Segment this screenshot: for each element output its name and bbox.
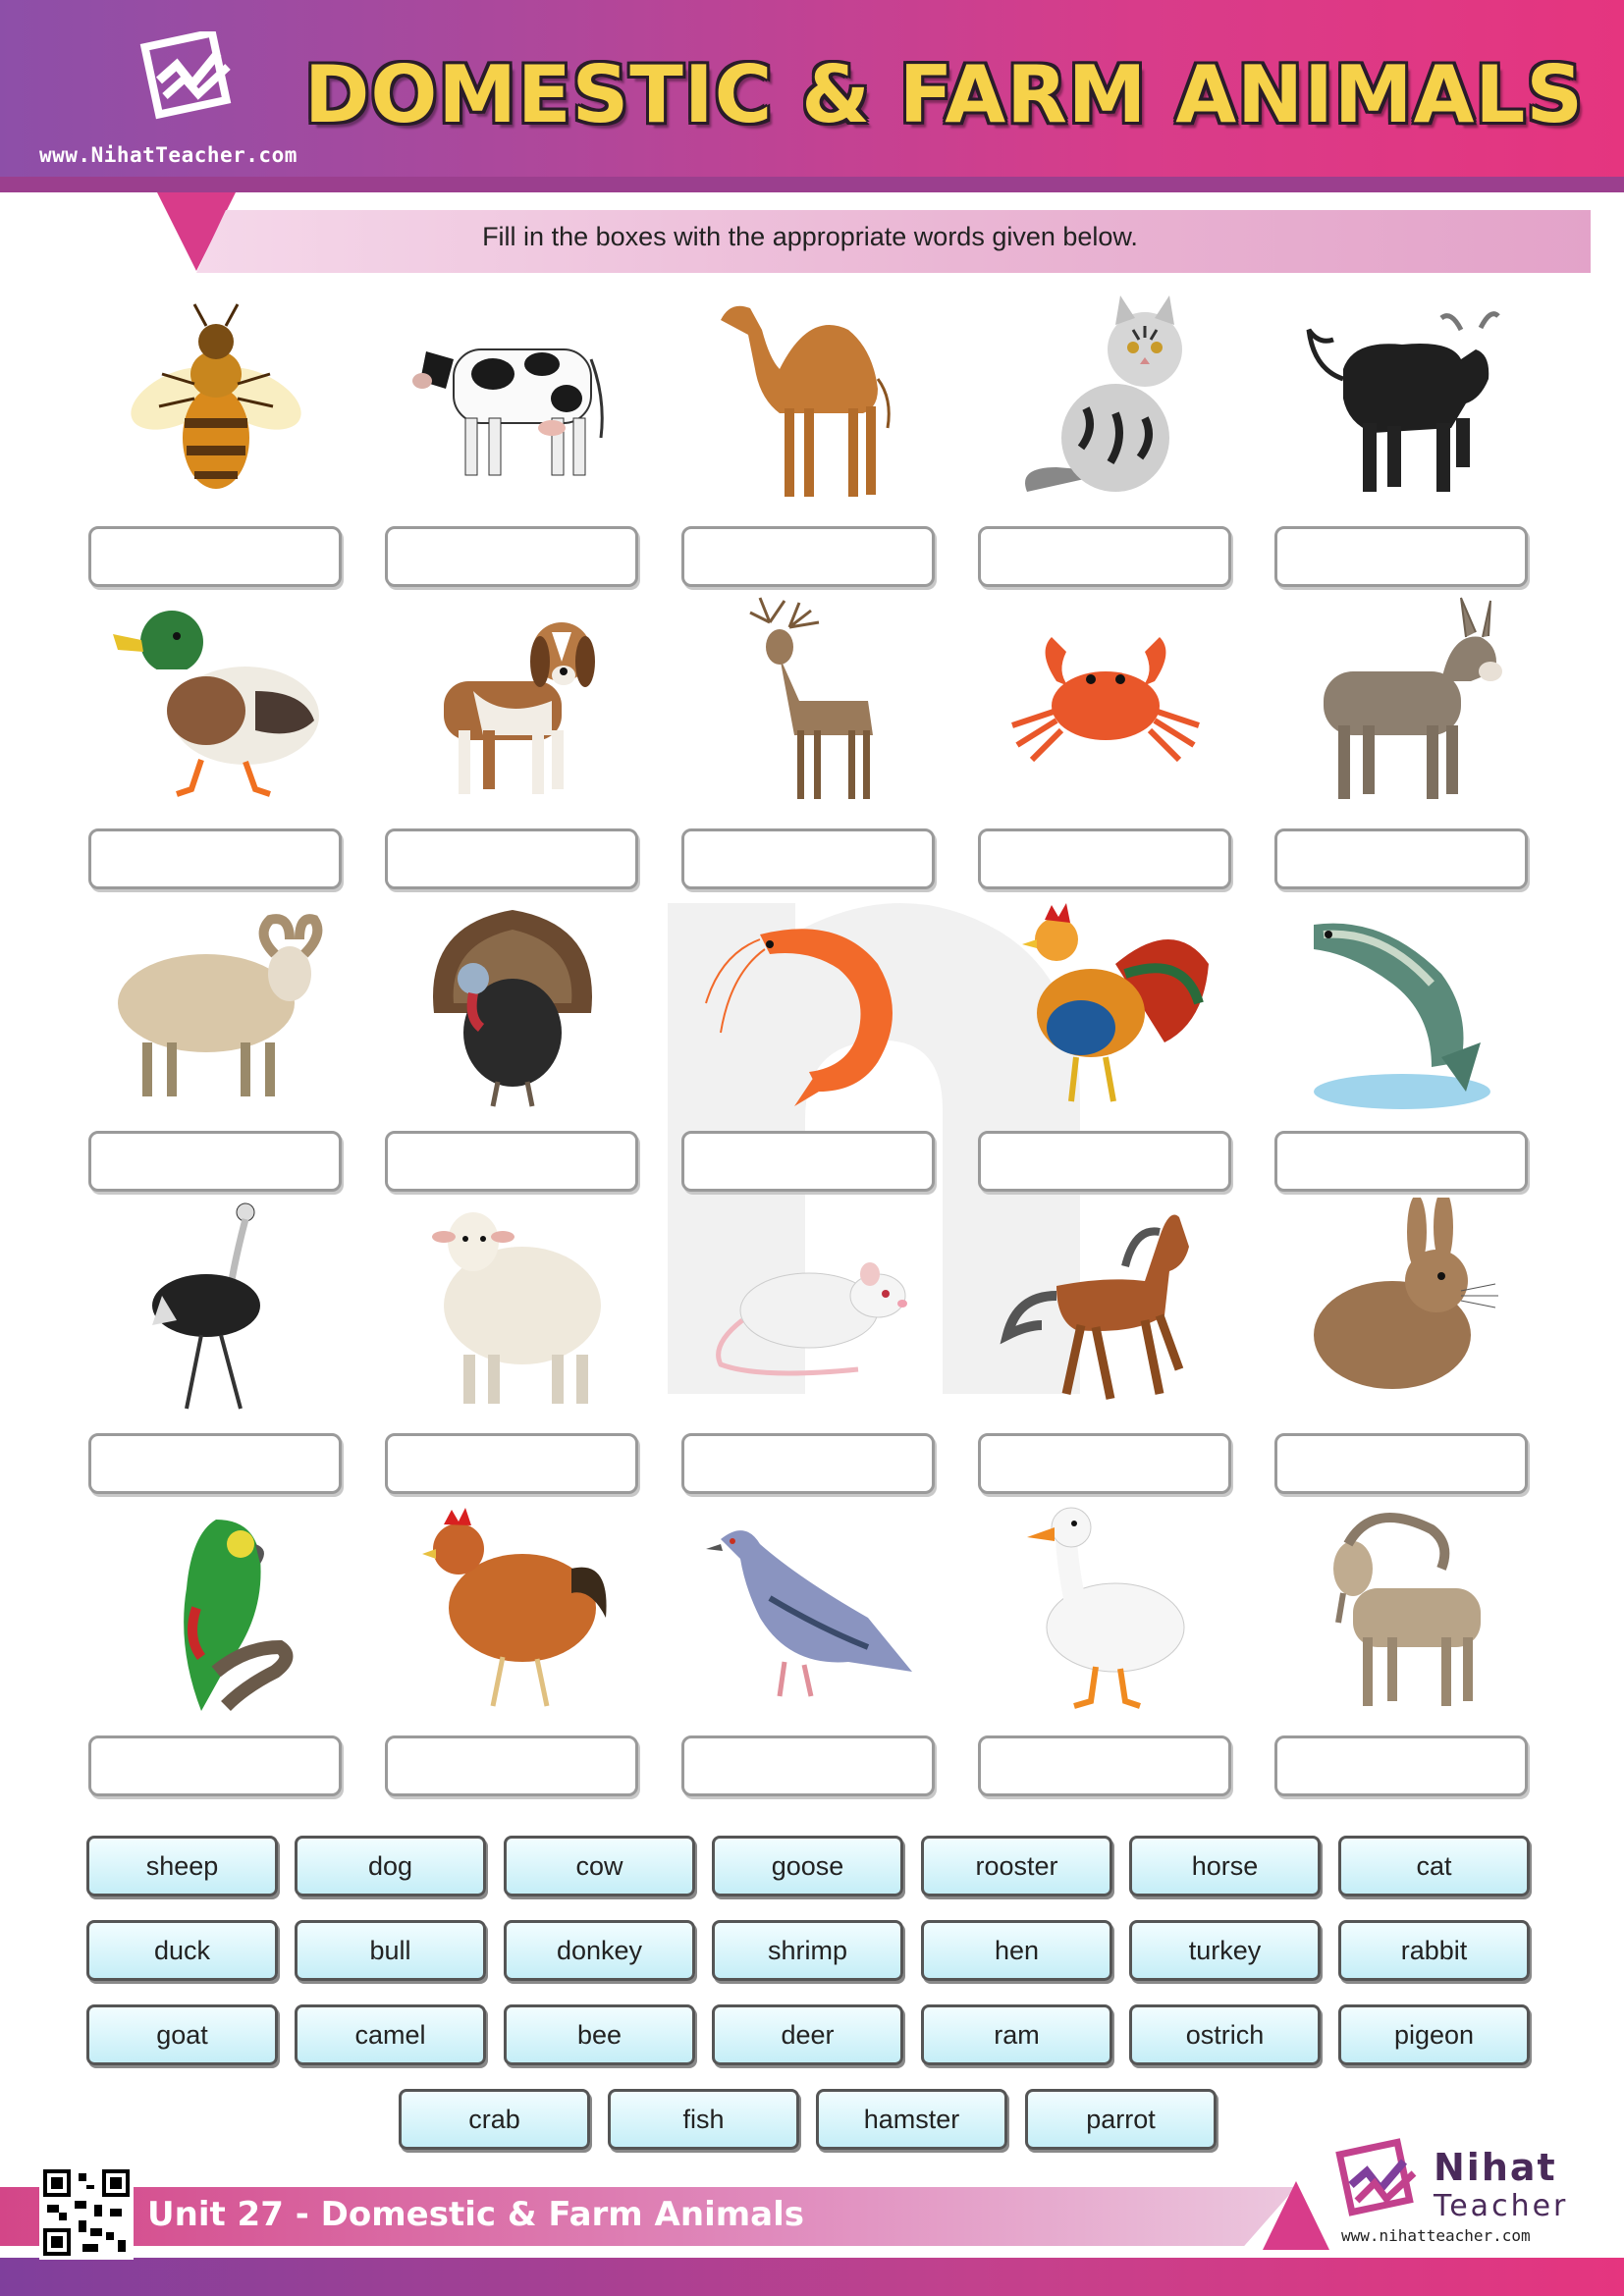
answer-box[interactable]: [1274, 1131, 1528, 1192]
word-card[interactable]: shrimp: [712, 1920, 903, 1981]
grid-cell-crab: [976, 593, 1235, 895]
hamster-picture-icon: [701, 1198, 917, 1418]
word-card[interactable]: hamster: [816, 2089, 1007, 2150]
sheep-picture-icon: [405, 1198, 621, 1418]
answer-box[interactable]: [385, 1735, 638, 1796]
answer-box[interactable]: [88, 1735, 342, 1796]
word-card[interactable]: turkey: [1129, 1920, 1321, 1981]
horse-picture-icon: [998, 1198, 1214, 1418]
grid-cell-pigeon: [679, 1500, 939, 1802]
bull-picture-icon: [1294, 291, 1510, 511]
answer-box[interactable]: [978, 1131, 1231, 1192]
answer-box[interactable]: [385, 1131, 638, 1192]
grid-cell-dog: [383, 593, 642, 895]
brand-name-line1: Nihat: [1434, 2146, 1557, 2189]
word-card[interactable]: fish: [608, 2089, 799, 2150]
hen-picture-icon: [405, 1500, 621, 1721]
unit-title: Unit 27 - Domestic & Farm Animals: [147, 2195, 804, 2234]
answer-box[interactable]: [385, 1433, 638, 1494]
answer-box[interactable]: [681, 526, 935, 587]
site-url: www.NihatTeacher.com: [39, 143, 298, 167]
footer-strip: [0, 2258, 1624, 2296]
cat-picture-icon: [998, 291, 1214, 511]
grid-cell-rooster: [976, 895, 1235, 1198]
word-card[interactable]: bee: [504, 2004, 695, 2065]
word-card[interactable]: deer: [712, 2004, 903, 2065]
turkey-picture-icon: [405, 895, 621, 1116]
answer-box[interactable]: [88, 526, 342, 587]
answer-box[interactable]: [1274, 1735, 1528, 1796]
grid-cell-duck: [86, 593, 346, 895]
page-title: DOMESTIC & FARM ANIMALS: [304, 49, 1584, 140]
fish-picture-icon: [1294, 895, 1510, 1116]
word-card[interactable]: rooster: [921, 1836, 1112, 1896]
brand-name-line2: Teacher: [1434, 2189, 1569, 2223]
grid-cell-horse: [976, 1198, 1235, 1500]
answer-box[interactable]: [681, 1735, 935, 1796]
grid-cell-bull: [1272, 291, 1532, 593]
word-card[interactable]: goat: [86, 2004, 278, 2065]
animal-grid: [86, 291, 1534, 1802]
answer-box[interactable]: [978, 1433, 1231, 1494]
grid-cell-deer: [679, 593, 939, 895]
grid-cell-goose: [976, 1500, 1235, 1802]
word-card[interactable]: bull: [295, 1920, 486, 1981]
rooster-picture-icon: [998, 895, 1214, 1116]
goat-picture-icon: [1294, 1500, 1510, 1721]
grid-cell-shrimp: [679, 895, 939, 1198]
ram-picture-icon: [108, 895, 324, 1116]
answer-box[interactable]: [978, 1735, 1231, 1796]
dog-picture-icon: [405, 593, 621, 814]
answer-box[interactable]: [978, 526, 1231, 587]
word-card[interactable]: hen: [921, 1920, 1112, 1981]
word-card[interactable]: cat: [1338, 1836, 1530, 1896]
bee-picture-icon: [108, 291, 324, 511]
nihat-teacher-logo-icon: [1333, 2138, 1422, 2226]
grid-cell-turkey: [383, 895, 642, 1198]
answer-box[interactable]: [385, 828, 638, 889]
answer-box[interactable]: [385, 526, 638, 587]
word-card[interactable]: camel: [295, 2004, 486, 2065]
grid-cell-ostrich: [86, 1198, 346, 1500]
word-card[interactable]: horse: [1129, 1836, 1321, 1896]
brand-url: www.nihatteacher.com: [1341, 2226, 1531, 2245]
ostrich-picture-icon: [108, 1198, 324, 1418]
nihat-teacher-logo-icon: [137, 31, 244, 126]
footer-pointer: [1263, 2181, 1329, 2250]
word-card[interactable]: duck: [86, 1920, 278, 1981]
grid-cell-rabbit: [1272, 1198, 1532, 1500]
grid-cell-sheep: [383, 1198, 642, 1500]
instruction-text: Fill in the boxes with the appropriate words given below.: [482, 222, 1138, 251]
word-card[interactable]: pigeon: [1338, 2004, 1530, 2065]
word-card[interactable]: crab: [399, 2089, 590, 2150]
word-card[interactable]: cow: [504, 1836, 695, 1896]
answer-box[interactable]: [88, 1433, 342, 1494]
shrimp-picture-icon: [701, 895, 917, 1116]
answer-box[interactable]: [88, 828, 342, 889]
grid-cell-parrot: [86, 1500, 346, 1802]
answer-box[interactable]: [1274, 1433, 1528, 1494]
word-card[interactable]: rabbit: [1338, 1920, 1530, 1981]
grid-cell-bee: [86, 291, 346, 593]
grid-cell-camel: [679, 291, 939, 593]
cow-picture-icon: [405, 291, 621, 511]
answer-box[interactable]: [681, 828, 935, 889]
answer-box[interactable]: [1274, 526, 1528, 587]
duck-picture-icon: [108, 593, 324, 814]
word-card[interactable]: ostrich: [1129, 2004, 1321, 2065]
word-card[interactable]: dog: [295, 1836, 486, 1896]
goose-picture-icon: [998, 1500, 1214, 1721]
word-card[interactable]: sheep: [86, 1836, 278, 1896]
grid-cell-cow: [383, 291, 642, 593]
header-divider: [0, 177, 1624, 192]
answer-box[interactable]: [1274, 828, 1528, 889]
crab-picture-icon: [998, 593, 1214, 814]
rabbit-picture-icon: [1294, 1198, 1510, 1418]
grid-cell-hen: [383, 1500, 642, 1802]
grid-cell-hamster: [679, 1198, 939, 1500]
answer-box[interactable]: [978, 828, 1231, 889]
grid-cell-donkey: [1272, 593, 1532, 895]
qr-code-icon[interactable]: [39, 2165, 134, 2260]
parrot-picture-icon: [108, 1500, 324, 1721]
grid-cell-goat: [1272, 1500, 1532, 1802]
answer-box[interactable]: [88, 1131, 342, 1192]
answer-box[interactable]: [681, 1131, 935, 1192]
deer-picture-icon: [701, 593, 917, 814]
answer-box[interactable]: [681, 1433, 935, 1494]
camel-picture-icon: [701, 291, 917, 511]
donkey-picture-icon: [1294, 593, 1510, 814]
word-card[interactable]: donkey: [504, 1920, 695, 1981]
grid-cell-fish: [1272, 895, 1532, 1198]
word-card[interactable]: goose: [712, 1836, 903, 1896]
pigeon-picture-icon: [701, 1500, 917, 1721]
word-bank: [86, 1836, 1534, 2160]
word-card[interactable]: ram: [921, 2004, 1112, 2065]
grid-cell-cat: [976, 291, 1235, 593]
word-card[interactable]: parrot: [1025, 2089, 1217, 2150]
grid-cell-ram: [86, 895, 346, 1198]
